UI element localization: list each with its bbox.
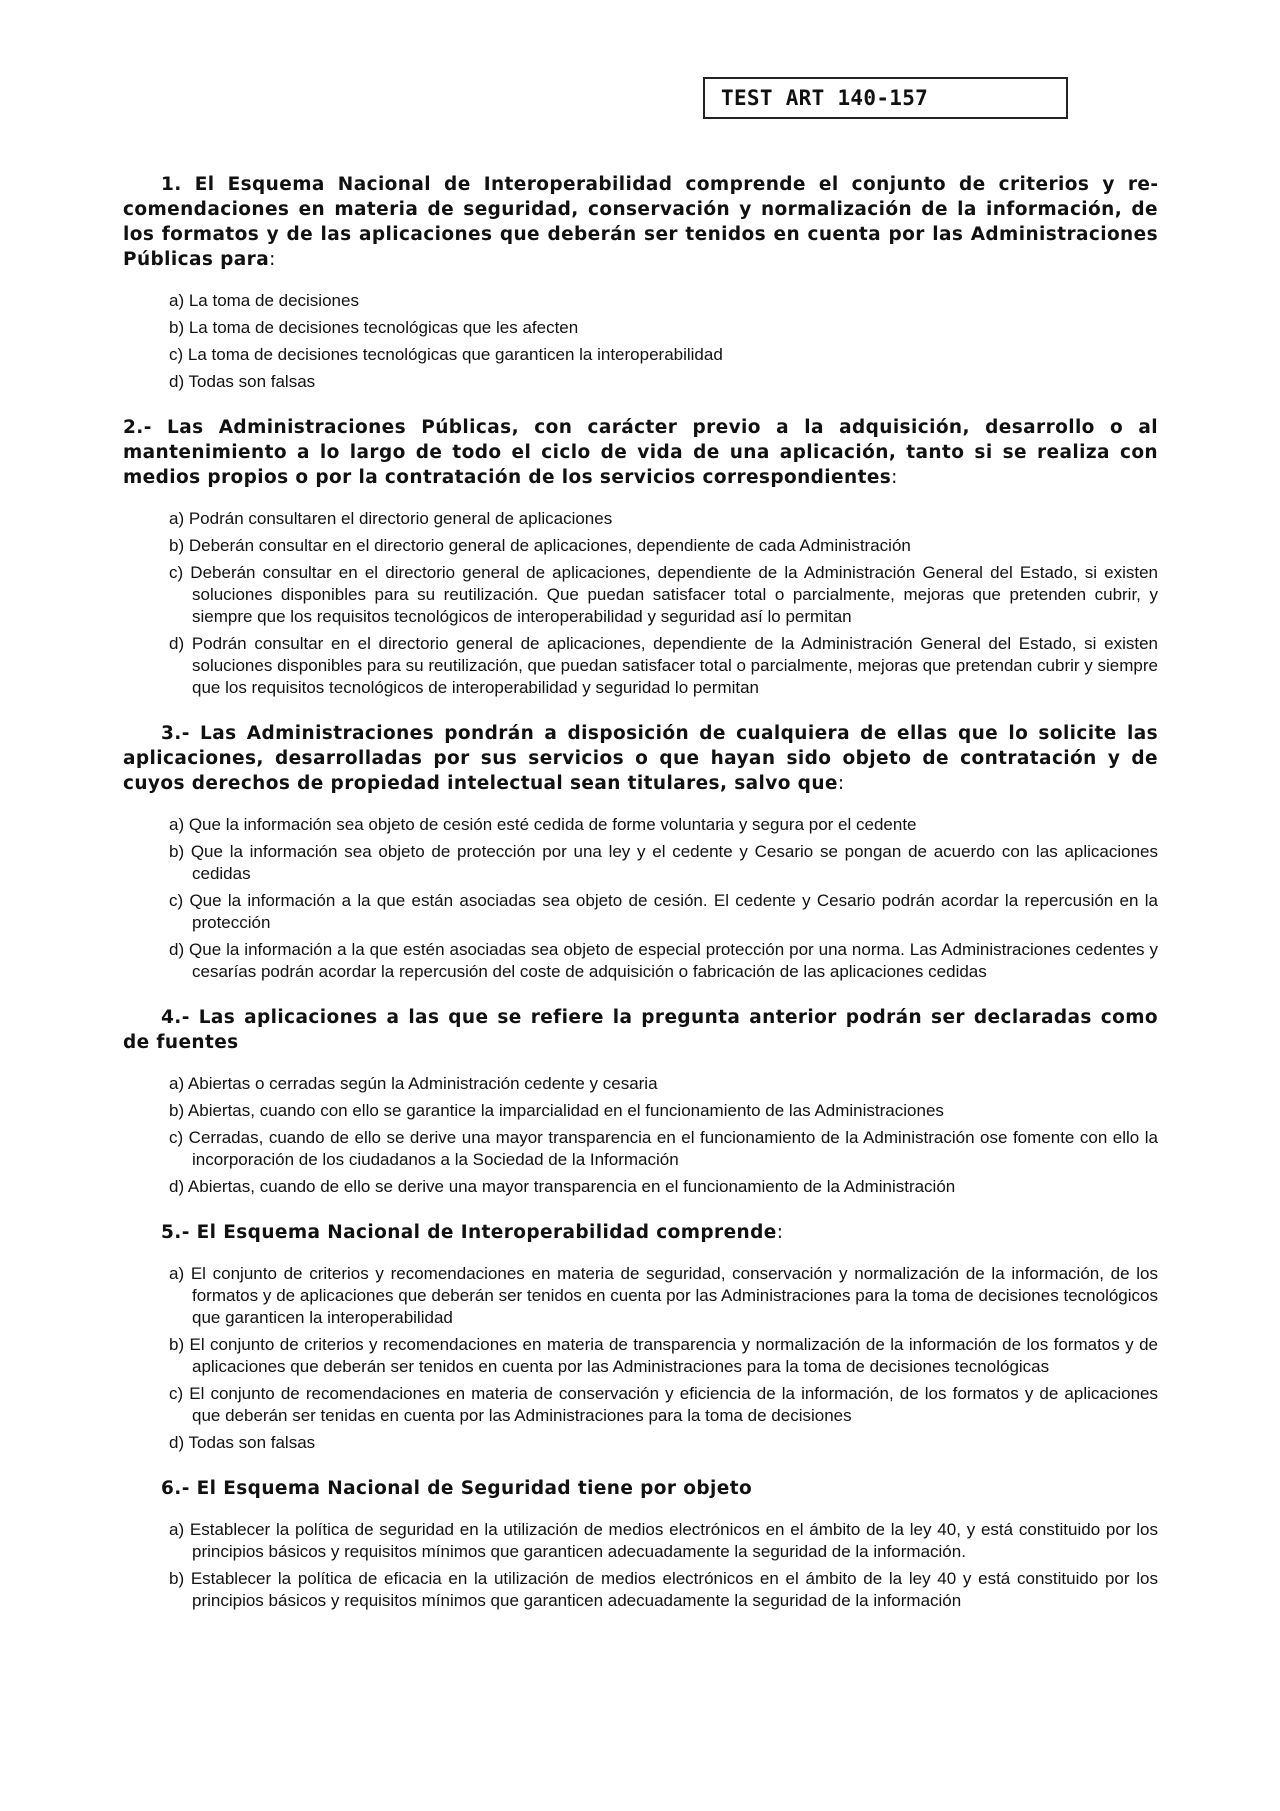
answer-option: c) La toma de decisiones tecnológicas que garanticen la interoperabilidad — [169, 345, 723, 364]
answer-option: a) Podrán consultaren el directorio general de aplicaciones — [169, 509, 613, 528]
answer-option: c) Deberán consultar en el directorio general de aplicaciones, dependiente de la Administración General del Estado, si existen soluciones disponibles para su reutilización. Que puedan satisfacer total o parcialmente, mejoras que pretenden cubrir, y siempre que los requisitos tecnológicos de interoperabilidad y seguridad así lo permitan — [169, 563, 1158, 626]
question-text: 1. El Esquema Nacional de Interoperabilidad comprende el conjunto de criterios y recomendaciones en materia de seguridad, conservación y normalización de la información, de los formatos y de las aplicaciones que deberán ser tenidos en cuenta por las Administraciones Públicas para — [123, 174, 1158, 270]
question-text: 3.- Las Administraciones pondrán a disposición de cualquiera de ellas que lo solicite las aplicaciones, desarrolladas por sus servicios o que hayan sido objeto de contratación y de cuyos derechos de propiedad intelectual sean titulares, salvo que — [123, 723, 1158, 794]
answer-option: d) Que la información a la que estén asociadas sea objeto de especial protección por una norma. Las Administraciones cedentes y cesarías podrán acordar la repercusión del coste de adquisición o fabricación de las aplicaciones cedidas — [169, 940, 1158, 981]
question-1: 1. El Esquema Nacional de Interoperabilidad comprende el conjunto de criterios y recomendaciones en materia de seguridad, conservación y normalización de la información, de los formatos y de las aplicaciones que deberán ser tenidos en cuenta por las Administraciones Públicas para: — [123, 174, 1158, 270]
question-text: 4.- Las aplicaciones a las que se refiere la pregunta anterior podrán ser declaradas como de fuentes — [123, 1007, 1158, 1053]
answer-list-3 — [123, 814, 1158, 983]
answer-option: a) Abiertas o cerradas según la Administración cedente y cesaria — [169, 1074, 658, 1093]
answer-option: d) Abiertas, cuando de ello se derive una mayor transparencia en el funcionamiento de la Administración — [169, 1177, 956, 1196]
answer-list-5 — [123, 1263, 1158, 1454]
answer-list-1 — [123, 290, 1158, 393]
answer-option: a) El conjunto de criterios y recomendaciones en materia de seguridad, conservación y normalización de la información, de los formatos y de aplicaciones que deberán ser tenidos en cuenta por las Administraciones para la toma de decisiones tecnológicos que garanticen la interoperabilidad — [169, 1264, 1158, 1327]
questions-container — [123, 172, 1158, 1634]
answer-option: a) La toma de decisiones — [169, 291, 359, 310]
question-text: 5.- El Esquema Nacional de Interoperabilidad comprende — [161, 1222, 777, 1243]
answer-option: b) El conjunto de criterios y recomendaciones en materia de transparencia y normalización de la información de los formatos y de aplicaciones que deberán ser tenidos en cuenta por las Administraciones para la toma de decisiones tecnológicas — [169, 1335, 1158, 1376]
answer-option: a) Que la información sea objeto de cesión esté cedida de forme voluntaria y segura por el cedente — [169, 815, 917, 834]
answer-option: c) Cerradas, cuando de ello se derive una mayor transparencia en el funcionamiento de la Administración ose fomente con ello la incorporación de los ciudadanos a la Sociedad de la Información — [169, 1128, 1158, 1169]
answer-list-4 — [123, 1073, 1158, 1198]
answer-option: b) Deberán consultar en el directorio general de aplicaciones, dependiente de cada Administración — [169, 536, 911, 555]
test-title: TEST ART 140-157 — [703, 77, 1068, 119]
answer-option: b) La toma de decisiones tecnológicas que les afecten — [169, 318, 579, 337]
question-5: 5.- El Esquema Nacional de Interoperabilidad comprende: — [161, 1222, 784, 1243]
question-text: 2.- Las Administraciones Públicas, con carácter previo a la adquisición, desarrollo o al mantenimiento a lo largo de todo el ciclo de vida de una aplicación, tanto si se realiza con medios propios o por la contratación de los servicios correspondientes — [123, 417, 1158, 488]
answer-list-6 — [123, 1519, 1158, 1612]
question-3: 3.- Las Administraciones pondrán a disposición de cualquiera de ellas que lo solicite las aplicaciones, desarrolladas por sus servicios o que hayan sido objeto de contratación y de cuyos derechos de propiedad intelectual sean titulares, salvo que: — [123, 723, 1158, 794]
question-4 — [123, 1005, 1158, 1055]
answer-option: a) Establecer la política de seguridad en la utilización de medios electrónicos en el ámbito de la ley 40, y está constituido por los principios básicos y requisitos mínimos que garanticen adecuadamente la seguridad de la información. — [169, 1520, 1158, 1561]
question-6 — [123, 1476, 1158, 1501]
question-text: 6.- El Esquema Nacional de Seguridad tiene por objeto — [161, 1478, 753, 1499]
answer-option: b) Establecer la política de eficacia en la utilización de medios electrónicos en el ámbito de la ley 40 y está constituido por los principios básicos y requisitos mínimos que garanticen adecuadamente la seguridad de la información — [169, 1569, 1158, 1610]
answer-option: c) El conjunto de recomendaciones en materia de conservación y eficiencia de la información, de los formatos y de aplicaciones que deberán ser tenidas en cuenta por las Administraciones para la toma de decisiones — [169, 1384, 1158, 1425]
answer-list-2 — [123, 508, 1158, 699]
answer-option: d) Todas son falsas — [169, 372, 316, 391]
answer-option: d) Podrán consultar en el directorio general de aplicaciones, dependiente de la Administración General del Estado, si existen soluciones disponibles para su reutilización, que puedan satisfacer total o parcialmente, mejoras que pretendan cubrir y siempre que los requisitos tecnológicos de interoperabilidad y seguridad lo permitan — [169, 634, 1158, 697]
answer-option: b) Que la información sea objeto de protección por una ley y el cedente y Cesario se pongan de acuerdo con las aplicaciones cedidas — [169, 842, 1158, 883]
question-2: 2.- Las Administraciones Públicas, con carácter previo a la adquisición, desarrollo o al mantenimiento a lo largo de todo el ciclo de vida de una aplicación, tanto si se realiza con medios propios o por la contratación de los servicios correspondientes: — [123, 417, 1158, 488]
answer-option: b) Abiertas, cuando con ello se garantice la imparcialidad en el funcionamiento de las Administraciones — [169, 1101, 944, 1120]
answer-option: c) Que la información a la que están asociadas sea objeto de cesión. El cedente y Cesario podrán acordar la repercusión en la protección — [169, 891, 1158, 932]
answer-option: d) Todas son falsas — [169, 1433, 316, 1452]
